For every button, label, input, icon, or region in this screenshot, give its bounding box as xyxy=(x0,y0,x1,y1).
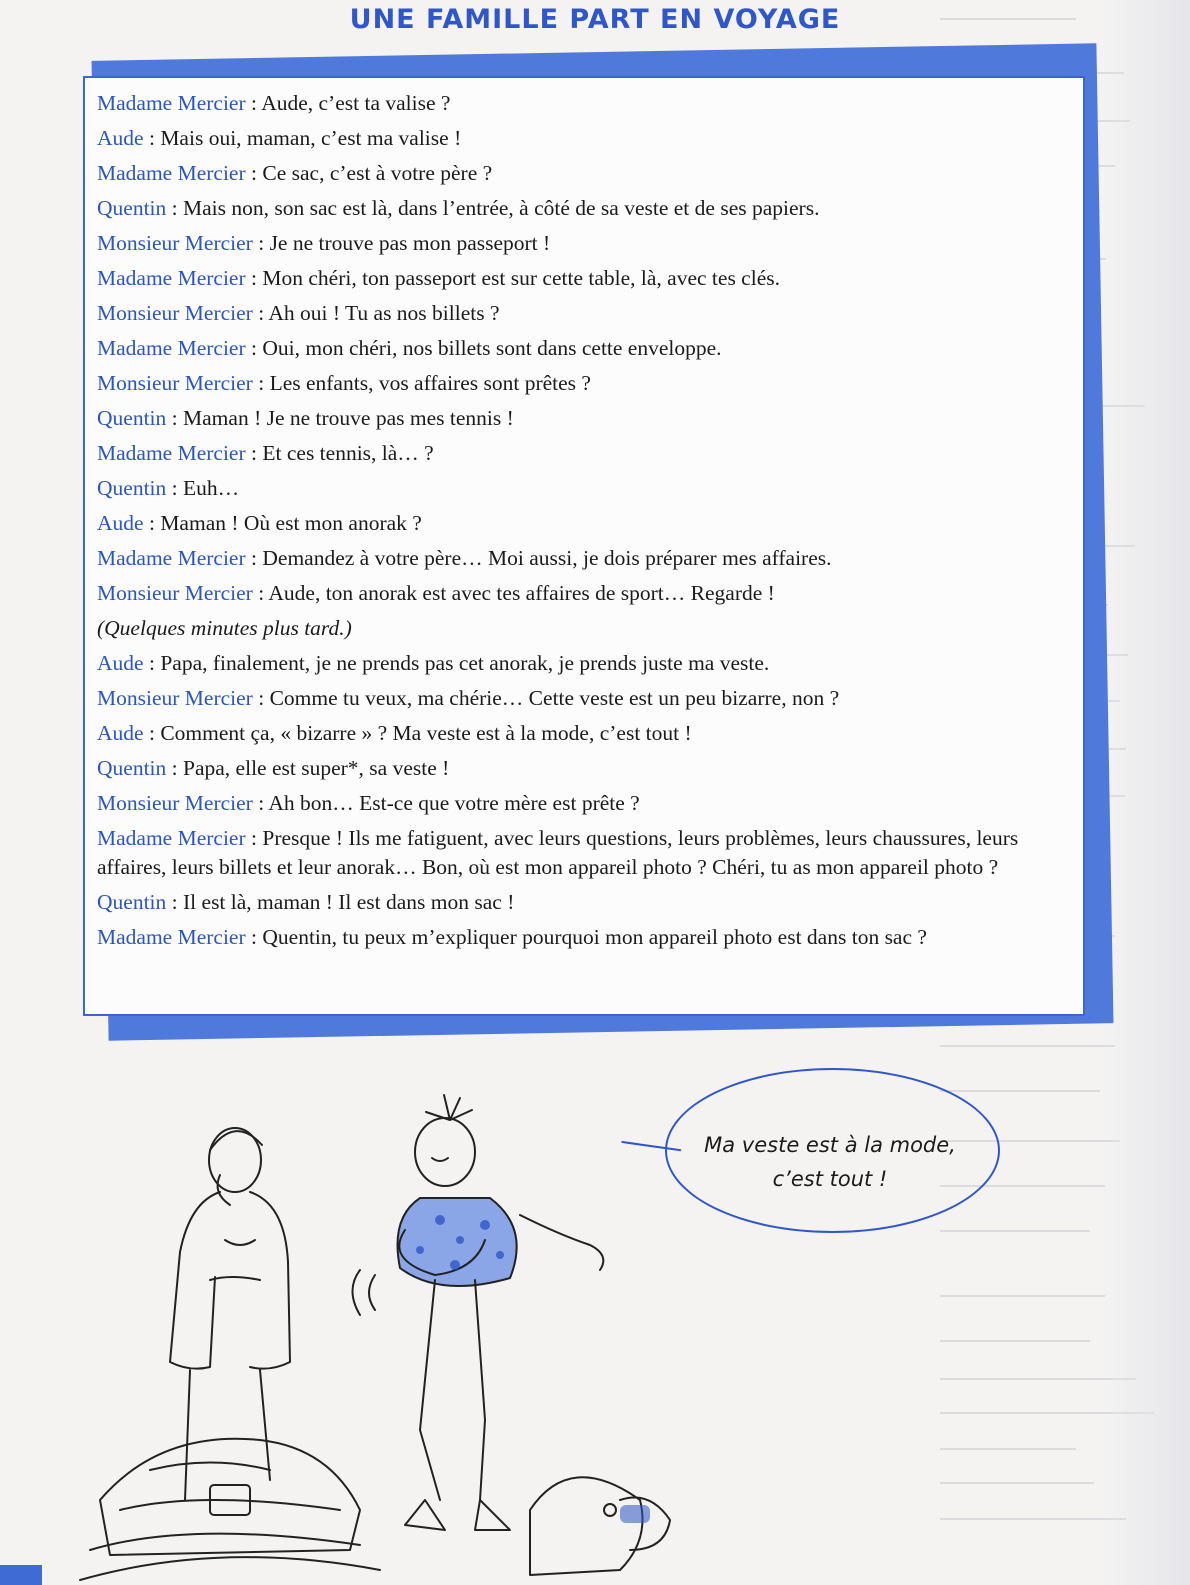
dialogue-text: Maman ! Où est mon anorak ? xyxy=(160,511,422,535)
bleed-through-line xyxy=(940,1295,1105,1297)
dialogue-text: Ah bon… Est-ce que votre mère est prête ? xyxy=(268,791,640,815)
dialogue-text: Demandez à votre père… Moi aussi, je dois préparer mes affaires. xyxy=(262,546,832,570)
speaker-name: Quentin xyxy=(97,476,167,500)
speech-bubble-text xyxy=(680,1128,980,1196)
speaker-separator: : xyxy=(143,651,161,675)
dialogue-text: Oui, mon chéri, nos billets sont dans cette enveloppe. xyxy=(262,336,722,360)
dialogue-line xyxy=(97,824,1027,882)
bleed-through-line xyxy=(940,1230,1090,1232)
dialogue-text: Comme tu veux, ma chérie… Cette veste est un peu bizarre, non ? xyxy=(269,686,840,710)
dialogue-line xyxy=(97,576,1083,611)
speaker-name: Quentin xyxy=(97,406,167,430)
dialogue-line xyxy=(97,401,1083,436)
dialogue-text: Mais non, son sac est là, dans l’entrée, à côté de sa veste et de ses papiers. xyxy=(183,196,820,220)
dialogue-line xyxy=(97,786,1083,821)
dialogue-line xyxy=(97,751,1083,786)
speaker-separator: : xyxy=(252,791,269,815)
dialogue-line xyxy=(97,923,1027,952)
speaker-separator: : xyxy=(245,925,263,949)
speaker-name: Madame Mercier xyxy=(97,826,246,850)
page-corner-mark xyxy=(0,1565,42,1585)
bleed-through-line xyxy=(940,1482,1094,1484)
dialogue-text: Aude, ton anorak est avec tes affaires de sport… Regarde ! xyxy=(268,581,775,605)
speaker-separator: : xyxy=(143,511,161,535)
dialogue-line xyxy=(97,156,1083,191)
speaker-name: Monsieur Mercier xyxy=(97,371,253,395)
dialogue-text: Maman ! Je ne trouve pas mes tennis ! xyxy=(183,406,514,430)
bleed-through-line xyxy=(940,1090,1100,1092)
dialogue-line xyxy=(97,506,1083,541)
bleed-through-line xyxy=(940,1518,1126,1520)
dialogue-text: Papa, finalement, je ne prends pas cet anorak, je prends juste ma veste. xyxy=(160,651,770,675)
speaker-name: Aude xyxy=(97,511,144,535)
speaker-name: Madame Mercier xyxy=(97,546,246,570)
dialogue-line xyxy=(97,436,1083,471)
speech-bubble-line-2: c’est tout ! xyxy=(772,1167,888,1191)
speaker-name: Aude xyxy=(97,126,144,150)
dialogue-line xyxy=(97,226,1083,261)
stage-direction xyxy=(97,611,1083,646)
speaker-separator: : xyxy=(143,721,161,745)
speaker-name: Madame Mercier xyxy=(97,161,246,185)
speaker-separator: : xyxy=(252,231,270,255)
dialogue-line xyxy=(97,331,1083,366)
dialogue-text: Et ces tennis, là… ? xyxy=(262,441,434,465)
speaker-separator: : xyxy=(143,126,161,150)
speaker-name: Madame Mercier xyxy=(97,441,246,465)
dialogue-text: Comment ça, « bizarre » ? Ma veste est à la mode, c’est tout ! xyxy=(160,721,692,745)
dialogue-line xyxy=(97,86,1083,121)
dialogue-text: Quentin, tu peux m’expliquer pourquoi mon appareil photo est dans ton sac ? xyxy=(262,925,927,949)
speaker-separator: : xyxy=(252,301,269,325)
bleed-through-line xyxy=(940,1340,1090,1342)
dialogue-line xyxy=(97,646,1083,681)
dialogue-text: Aude, c’est ta valise ? xyxy=(261,91,451,115)
dialogue-line xyxy=(97,716,1083,751)
dialogue-text: Les enfants, vos affaires sont prêtes ? xyxy=(269,371,591,395)
illustration xyxy=(60,1080,680,1585)
speaker-separator: : xyxy=(252,686,270,710)
luggage-pile xyxy=(80,1439,380,1580)
speaker-name: Monsieur Mercier xyxy=(97,791,253,815)
dialogue-text: Il est là, maman ! Il est dans mon sac ! xyxy=(183,890,515,914)
speaker-name: Madame Mercier xyxy=(97,266,246,290)
stage-direction-text: (Quelques minutes plus tard.) xyxy=(97,616,352,640)
speaker-name: Madame Mercier xyxy=(97,336,246,360)
speaker-name: Monsieur Mercier xyxy=(97,581,253,605)
bleed-through-line xyxy=(940,1045,1115,1047)
speaker-separator: : xyxy=(166,406,184,430)
speaker-separator: : xyxy=(166,890,184,914)
speaker-separator: : xyxy=(245,161,263,185)
dialogue-text: Mais oui, maman, c’est ma valise ! xyxy=(160,126,462,150)
bleed-through-line xyxy=(940,1448,1076,1450)
dialogue-box xyxy=(83,76,1085,1016)
page-title: UNE FAMILLE PART EN VOYAGE xyxy=(349,4,841,35)
speaker-name: Monsieur Mercier xyxy=(97,231,253,255)
page-edge-shadow xyxy=(1100,0,1190,1585)
speaker-separator: : xyxy=(245,441,263,465)
speaker-name: Madame Mercier xyxy=(97,925,246,949)
speaker-separator: : xyxy=(166,756,184,780)
dialogue-line xyxy=(97,541,1083,576)
speaker-name: Aude xyxy=(97,651,144,675)
dialogue-line xyxy=(97,261,1083,296)
speaker-separator: : xyxy=(245,336,263,360)
speaker-name: Monsieur Mercier xyxy=(97,686,253,710)
dialogue-text: Je ne trouve pas mon passeport ! xyxy=(269,231,551,255)
speaker-separator: : xyxy=(245,546,263,570)
dialogue-text: Ce sac, c’est à votre père ? xyxy=(262,161,493,185)
bags-right xyxy=(530,1477,670,1575)
speaker-separator: : xyxy=(166,196,184,220)
dialogue-line xyxy=(97,471,1083,506)
speaker-name: Quentin xyxy=(97,890,167,914)
speaker-name: Madame Mercier xyxy=(97,91,246,115)
dialogue-line xyxy=(97,296,1083,331)
dialogue-line xyxy=(97,191,1083,226)
speaker-separator: : xyxy=(252,371,270,395)
speaker-separator: : xyxy=(245,266,263,290)
speaker-name: Monsieur Mercier xyxy=(97,301,253,325)
dialogue-text: Mon chéri, ton passeport est sur cette table, là, avec tes clés. xyxy=(262,266,780,290)
dialogue-line xyxy=(97,121,1083,156)
dialogue-text: Ah oui ! Tu as nos billets ? xyxy=(268,301,500,325)
speech-bubble-line-1: Ma veste est à la mode, xyxy=(704,1133,956,1157)
dialogue-line xyxy=(97,681,1083,716)
speaker-name: Quentin xyxy=(97,756,167,780)
speaker-separator: : xyxy=(166,476,184,500)
dialogue-line xyxy=(97,885,1083,920)
speaker-separator: : xyxy=(245,91,262,115)
dialogue-text: Presque ! Ils me fatiguent, avec leurs questions, leurs problèmes, leurs chaussures, leurs affaires, leurs billets et leur anorak… Bon, où est mon appareil photo ? Chéri, tu as mon appareil photo ? xyxy=(97,826,1019,879)
dialogue-line xyxy=(97,366,1083,401)
dialogue-text: Papa, elle est super*, sa veste ! xyxy=(183,756,450,780)
girl-figure xyxy=(353,1095,604,1530)
speaker-separator: : xyxy=(252,581,269,605)
dialogue-text: Euh… xyxy=(183,476,240,500)
speaker-separator: : xyxy=(245,826,263,850)
speaker-name: Quentin xyxy=(97,196,167,220)
speaker-name: Aude xyxy=(97,721,144,745)
